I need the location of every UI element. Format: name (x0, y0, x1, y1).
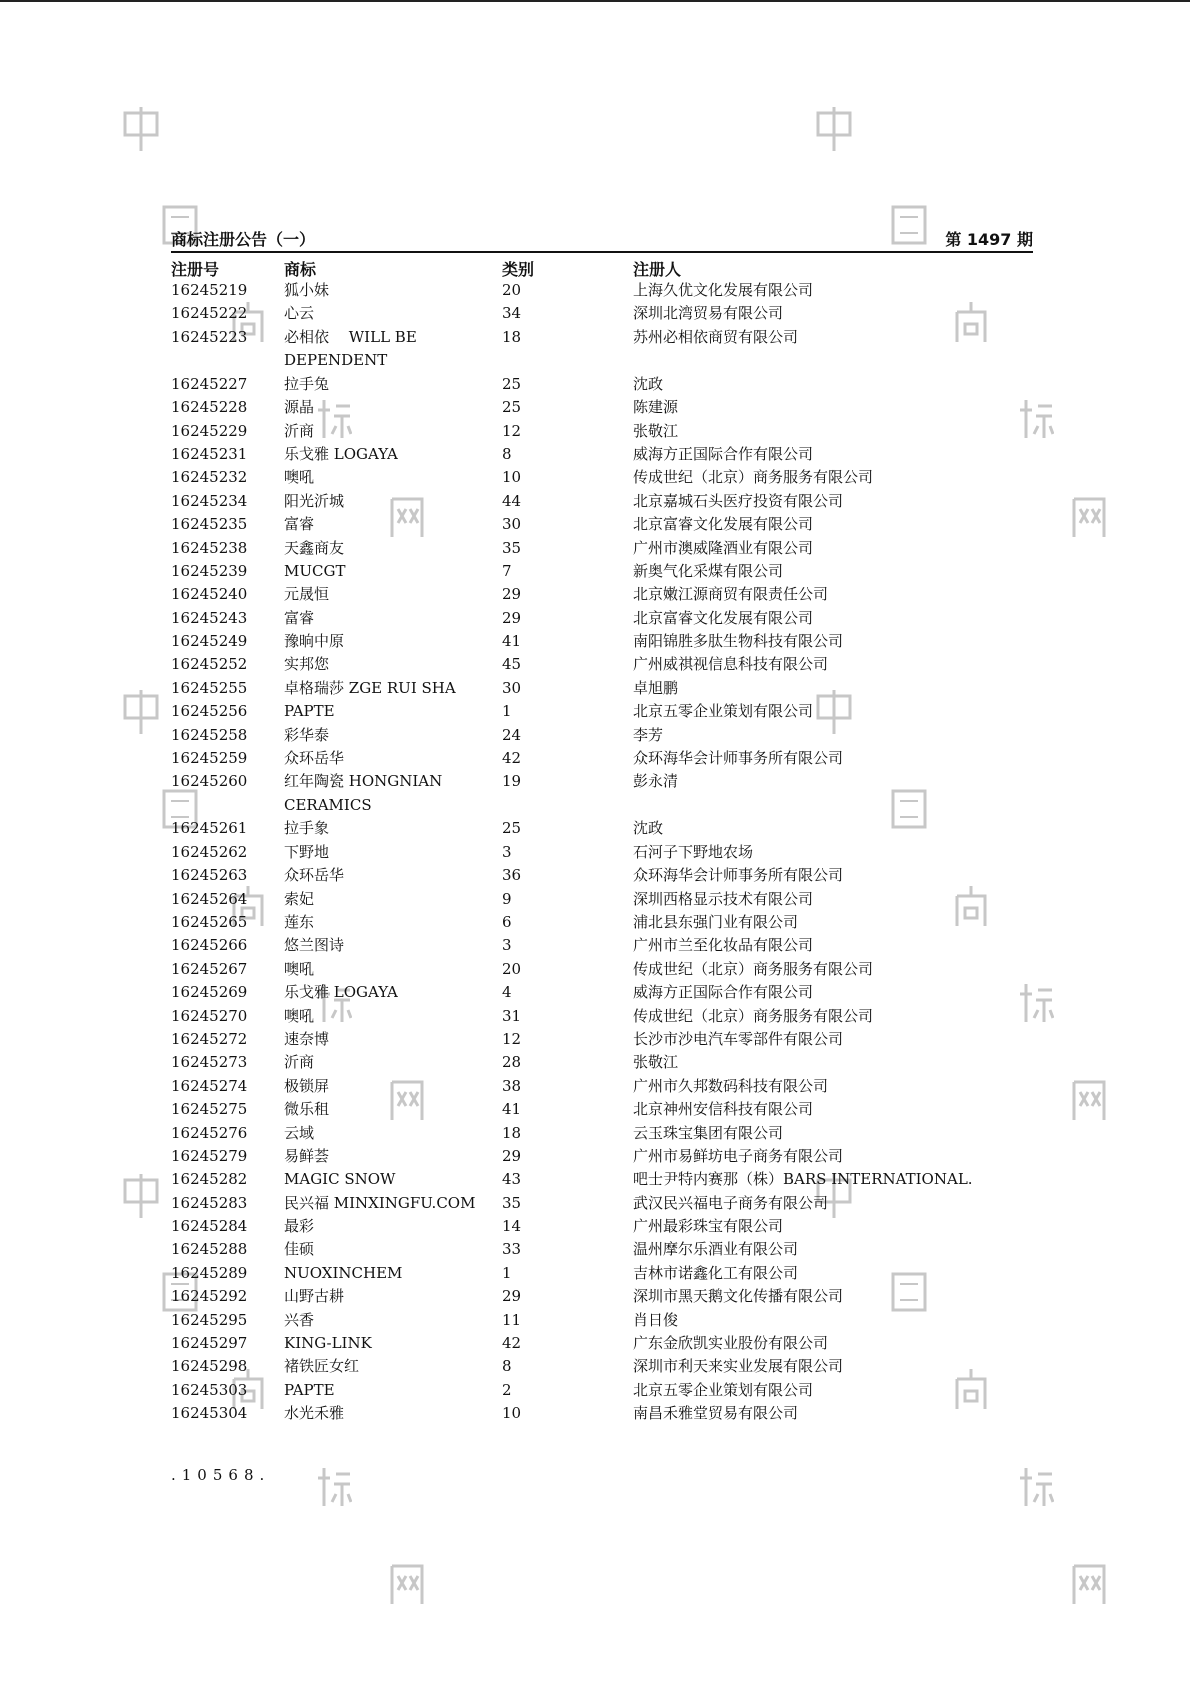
class-cell: 34 (502, 304, 522, 323)
class-cell: 12 (502, 421, 522, 440)
reg-no-cell: 16245219 (171, 281, 248, 299)
mark-cell: 佳硕 (284, 1240, 315, 1259)
class-cell: 42 (502, 1334, 522, 1353)
registrant-cell: 北京富睿文化发展有限公司 (633, 515, 814, 534)
table-row (171, 537, 1033, 560)
mark-cell: 噢吼 (284, 1006, 315, 1025)
registrant-cell: 广州市兰至化妆品有限公司 (633, 936, 814, 955)
registrant-cell: 北京五零企业策划有限公司 (633, 702, 814, 721)
mark-cell: 褚铁匠女红 (284, 1357, 360, 1376)
registrant-cell: 北京嫩江源商贸有限责任公司 (633, 585, 829, 604)
class-cell: 25 (502, 398, 522, 417)
class-cell: 1 (502, 1263, 512, 1282)
table-row (171, 302, 1033, 325)
reg-no-cell: 16245279 (171, 1146, 248, 1165)
mark-cell: 富睿 (284, 515, 315, 534)
reg-no-cell: 16245274 (171, 1076, 248, 1095)
mark-cell: 源晶 (284, 398, 315, 417)
table-row (171, 747, 1033, 770)
reg-no-cell: 16245276 (171, 1123, 248, 1142)
table-row (171, 490, 1033, 513)
class-cell: 18 (502, 327, 522, 346)
class-cell: 7 (502, 561, 512, 580)
registrant-cell: 深圳市利天来实业发展有限公司 (633, 1357, 844, 1376)
class-cell: 25 (502, 374, 522, 393)
table-row (171, 630, 1033, 653)
registrant-cell: 北京五零企业策划有限公司 (633, 1380, 814, 1399)
table-header (171, 257, 1033, 279)
class-cell: 29 (502, 585, 522, 604)
mark-cell: 拉手象 (284, 819, 330, 838)
class-cell: 31 (502, 1006, 522, 1025)
page-header (171, 225, 1033, 253)
class-cell: 18 (502, 1123, 522, 1142)
registrant-cell: 吧士尹特内赛那（株）BARS INTERNATIONAL. (633, 1170, 973, 1189)
registrant-cell: 李芳 (633, 725, 664, 744)
mark-cell: 实邦您 (284, 655, 330, 674)
mark-cell: 众环岳华 (284, 866, 345, 885)
reg-no-cell: 16245283 (171, 1193, 248, 1212)
table-row (171, 864, 1033, 887)
reg-no-cell: 16245292 (171, 1287, 248, 1306)
table-row (171, 958, 1033, 981)
issue-number: 第 1497 期 (945, 230, 1033, 249)
class-cell: 44 (502, 491, 522, 510)
mark-cell: 极锁屏 (284, 1076, 330, 1095)
reg-no-cell: 16245238 (171, 538, 248, 557)
reg-no-cell: 16245272 (171, 1029, 248, 1048)
reg-no-cell: 16245297 (171, 1334, 248, 1353)
mark-cell: 天鑫商友 (284, 538, 345, 557)
table-row (171, 607, 1033, 630)
registrant-cell: 威海方正国际合作有限公司 (633, 983, 814, 1002)
table-row (171, 466, 1033, 489)
mark-cell: 必相依 WILL BE DEPENDENT (284, 327, 417, 370)
reg-no-cell: 16245240 (171, 585, 248, 604)
table-row (171, 677, 1033, 700)
class-cell: 24 (502, 725, 522, 744)
table-row (171, 770, 1033, 817)
class-cell: 28 (502, 1053, 522, 1072)
watermark-zhong-icon (123, 1174, 159, 1218)
mark-cell: PAPTE (284, 1380, 335, 1399)
mark-cell: 民兴福 MINXINGFU.COM (284, 1193, 476, 1212)
class-cell: 30 (502, 678, 522, 697)
registrant-cell: 沈政 (633, 819, 664, 838)
reg-no-cell: 16245258 (171, 725, 248, 744)
registrant-cell: 彭永清 (633, 772, 679, 791)
watermark-zhong-icon (816, 107, 852, 151)
reg-no-cell: 16245222 (171, 304, 248, 323)
reg-no-cell: 16245282 (171, 1170, 248, 1189)
column-header-class: 类别 (502, 260, 535, 279)
watermark-wang-icon (1071, 1562, 1107, 1606)
registrant-cell: 威海方正国际合作有限公司 (633, 444, 814, 463)
class-cell: 3 (502, 842, 512, 861)
registrant-cell: 南阳锦胜多肽生物科技有限公司 (633, 632, 844, 651)
mark-cell: 最彩 (284, 1217, 315, 1236)
class-cell: 41 (502, 1100, 522, 1119)
table-row (171, 1379, 1033, 1402)
mark-cell: 莲东 (284, 912, 315, 931)
table-row (171, 443, 1033, 466)
registrant-cell: 沈政 (633, 374, 664, 393)
reg-no-cell: 16245231 (171, 444, 248, 463)
reg-no-cell: 16245298 (171, 1357, 248, 1376)
mark-cell: 悠兰图诗 (284, 936, 345, 955)
reg-no-cell: 16245223 (171, 327, 248, 346)
mark-cell: 微乐租 (284, 1100, 330, 1119)
reg-no-cell: 16245284 (171, 1217, 248, 1236)
registrant-cell: 张敬江 (633, 421, 679, 440)
reg-no-cell: 16245249 (171, 632, 248, 651)
class-cell: 35 (502, 1193, 522, 1212)
mark-cell: 阳光沂城 (284, 491, 345, 510)
table-row (171, 1309, 1033, 1332)
reg-no-cell: 16245275 (171, 1100, 248, 1119)
table-row (171, 1285, 1033, 1308)
class-cell: 2 (502, 1380, 512, 1399)
watermark-zhong-icon (123, 690, 159, 734)
table-row (171, 653, 1033, 676)
table-row (171, 981, 1033, 1004)
reg-no-cell: 16245288 (171, 1240, 248, 1259)
table-row (171, 1238, 1033, 1261)
registrant-cell: 陈建源 (633, 398, 679, 417)
class-cell: 8 (502, 444, 512, 463)
class-cell: 38 (502, 1076, 522, 1095)
registrant-cell: 广东金欣凯实业股份有限公司 (633, 1334, 829, 1353)
registrant-cell: 广州威祺视信息科技有限公司 (633, 655, 829, 674)
table-row (171, 817, 1033, 840)
table-row (171, 1215, 1033, 1238)
reg-no-cell: 16245235 (171, 515, 248, 534)
mark-cell: 心云 (284, 304, 315, 323)
reg-no-cell: 16245234 (171, 491, 248, 510)
table-row (171, 1005, 1033, 1028)
registrant-cell: 众环海华会计师事务所有限公司 (633, 749, 844, 768)
mark-cell: 拉手兔 (284, 374, 330, 393)
mark-cell: 下野地 (284, 842, 330, 861)
table-row (171, 934, 1033, 957)
mark-cell: NUOXINCHEM (284, 1263, 403, 1282)
watermark-zhong-icon (123, 107, 159, 151)
table-row (171, 1262, 1033, 1285)
mark-cell: 众环岳华 (284, 749, 345, 768)
registrant-cell: 广州最彩珠宝有限公司 (633, 1217, 784, 1236)
mark-cell: MAGIC SNOW (284, 1170, 396, 1189)
registrant-cell: 广州市澳威隆酒业有限公司 (633, 538, 814, 557)
watermark-biao-icon (316, 1464, 352, 1508)
mark-cell: KING-LINK (284, 1334, 372, 1353)
reg-no-cell: 16245229 (171, 421, 248, 440)
registrant-cell: 温州摩尔乐酒业有限公司 (633, 1240, 799, 1259)
page-title: 商标注册公告（一） (171, 230, 316, 249)
registrant-cell: 北京嘉城石头医疗投资有限公司 (633, 491, 844, 510)
registrant-cell: 传成世纪（北京）商务服务有限公司 (633, 468, 874, 487)
table-row (171, 396, 1033, 419)
class-cell: 41 (502, 632, 522, 651)
watermark-biao-icon (1018, 1464, 1054, 1508)
reg-no-cell: 16245243 (171, 608, 248, 627)
table-row (171, 279, 1033, 302)
registrant-cell: 云玉珠宝集团有限公司 (633, 1123, 784, 1142)
table-row (171, 373, 1033, 396)
mark-cell: 沂商 (284, 1053, 315, 1072)
table-row (171, 1402, 1033, 1425)
table-row (171, 1168, 1033, 1191)
registrant-cell: 传成世纪（北京）商务服务有限公司 (633, 1006, 874, 1025)
reg-no-cell: 16245266 (171, 936, 248, 955)
class-cell: 12 (502, 1029, 522, 1048)
class-cell: 14 (502, 1217, 522, 1236)
trademark-table (171, 279, 1033, 1426)
class-cell: 11 (502, 1310, 522, 1329)
table-row (171, 1075, 1033, 1098)
reg-no-cell: 16245263 (171, 866, 248, 885)
registrant-cell: 广州市久邦数码科技有限公司 (633, 1076, 829, 1095)
registrant-cell: 上海久优文化发展有限公司 (633, 281, 814, 299)
watermark-wang-icon (1071, 1078, 1107, 1122)
table-row (171, 724, 1033, 747)
registrant-cell: 北京富睿文化发展有限公司 (633, 608, 814, 627)
mark-cell: 红年陶瓷 HONGNIAN CERAMICS (284, 772, 443, 814)
mark-cell: 噢吼 (284, 468, 315, 487)
mark-cell: 索妃 (284, 889, 315, 908)
mark-cell: 乐戈雅 LOGAYA (284, 444, 398, 463)
registrant-cell: 北京神州安信科技有限公司 (633, 1100, 814, 1119)
class-cell: 30 (502, 515, 522, 534)
reg-no-cell: 16245259 (171, 749, 248, 768)
reg-no-cell: 16245239 (171, 561, 248, 580)
table-row (171, 911, 1033, 934)
class-cell: 25 (502, 819, 522, 838)
reg-no-cell: 16245303 (171, 1380, 248, 1399)
table-row (171, 1098, 1033, 1121)
class-cell: 33 (502, 1240, 522, 1259)
column-header-registrant: 注册人 (633, 260, 682, 279)
reg-no-cell: 16245267 (171, 959, 248, 978)
class-cell: 35 (502, 538, 522, 557)
mark-cell: 元晟恒 (284, 585, 330, 604)
mark-cell: PAPTE (284, 702, 335, 721)
watermark-wang-icon (1071, 495, 1107, 539)
page-number: .10568. (171, 1466, 271, 1484)
class-cell: 10 (502, 1404, 522, 1423)
registrant-cell: 广州市易鲜坊电子商务有限公司 (633, 1146, 844, 1165)
mark-cell: 易鲜荟 (284, 1146, 330, 1165)
reg-no-cell: 16245289 (171, 1263, 248, 1282)
registrant-cell: 传成世纪（北京）商务服务有限公司 (633, 959, 874, 978)
class-cell: 9 (502, 889, 512, 908)
mark-cell: MUCGT (284, 561, 346, 580)
column-header-mark: 商标 (284, 260, 317, 279)
class-cell: 1 (502, 702, 512, 721)
reg-no-cell: 16245304 (171, 1404, 248, 1423)
registrant-cell: 张敬江 (633, 1053, 679, 1072)
reg-no-cell: 16245262 (171, 842, 248, 861)
mark-cell: 乐戈雅 LOGAYA (284, 983, 398, 1002)
class-cell: 4 (502, 983, 512, 1002)
mark-cell: 富睿 (284, 608, 315, 627)
reg-no-cell: 16245252 (171, 655, 248, 674)
registrant-cell: 深圳市黑天鹅文化传播有限公司 (633, 1287, 844, 1306)
mark-cell: 噢吼 (284, 959, 315, 978)
registrant-cell: 浦北县东强门业有限公司 (633, 912, 799, 931)
reg-no-cell: 16245256 (171, 702, 248, 721)
mark-cell: 山野古耕 (284, 1287, 345, 1306)
mark-cell: 兴香 (284, 1310, 315, 1329)
reg-no-cell: 16245255 (171, 678, 248, 697)
mark-cell: 速奈博 (284, 1029, 330, 1048)
registrant-cell: 长沙市沙电汽车零部件有限公司 (633, 1029, 844, 1048)
class-cell: 43 (502, 1170, 522, 1189)
table-row (171, 1192, 1033, 1215)
registrant-cell: 南昌禾雅堂贸易有限公司 (633, 1404, 799, 1423)
registrant-cell: 肖日俊 (633, 1310, 679, 1329)
class-cell: 20 (502, 959, 522, 978)
reg-no-cell: 16245270 (171, 1006, 248, 1025)
registrant-cell: 石河子下野地农场 (633, 842, 754, 861)
mark-cell: 水光禾雅 (284, 1404, 345, 1423)
registrant-cell: 新奥气化采煤有限公司 (633, 561, 784, 580)
mark-cell: 彩华泰 (284, 725, 330, 744)
table-row (171, 1145, 1033, 1168)
registrant-cell: 众环海华会计师事务所有限公司 (633, 866, 844, 885)
table-row (171, 1051, 1033, 1074)
table-row (171, 700, 1033, 723)
reg-no-cell: 16245264 (171, 889, 248, 908)
table-row (171, 841, 1033, 864)
class-cell: 29 (502, 1287, 522, 1306)
class-cell: 45 (502, 655, 522, 674)
class-cell: 29 (502, 608, 522, 627)
reg-no-cell: 16245232 (171, 468, 248, 487)
class-cell: 20 (502, 281, 522, 299)
mark-cell: 豫晌中原 (284, 632, 345, 651)
table-row (171, 560, 1033, 583)
table-row (171, 513, 1033, 536)
mark-cell: 狐小妹 (284, 281, 330, 299)
table-row (171, 1355, 1033, 1378)
registrant-cell: 武汉民兴福电子商务有限公司 (633, 1193, 829, 1212)
class-cell: 3 (502, 936, 512, 955)
table-row (171, 583, 1033, 606)
reg-no-cell: 16245295 (171, 1310, 248, 1329)
registrant-cell: 深圳西格显示技术有限公司 (633, 889, 814, 908)
reg-no-cell: 16245265 (171, 912, 248, 931)
reg-no-cell: 16245261 (171, 819, 248, 838)
class-cell: 6 (502, 912, 512, 931)
watermark-wang-icon (389, 1562, 425, 1606)
table-row (171, 888, 1033, 911)
mark-cell: 卓格瑞莎 ZGE RUI SHA (284, 678, 456, 697)
class-cell: 29 (502, 1146, 522, 1165)
registrant-cell: 卓旭鹏 (633, 678, 679, 697)
reg-no-cell: 16245273 (171, 1053, 248, 1072)
mark-cell: 云域 (284, 1123, 315, 1142)
class-cell: 36 (502, 866, 522, 885)
class-cell: 10 (502, 468, 522, 487)
reg-no-cell: 16245260 (171, 772, 248, 791)
reg-no-cell: 16245228 (171, 398, 248, 417)
class-cell: 19 (502, 772, 522, 791)
registrant-cell: 深圳北湾贸易有限公司 (633, 304, 784, 323)
class-cell: 42 (502, 749, 522, 768)
table-row (171, 1028, 1033, 1051)
registrant-cell: 吉林市诺鑫化工有限公司 (633, 1263, 799, 1282)
reg-no-cell: 16245227 (171, 374, 248, 393)
table-row (171, 1332, 1033, 1355)
reg-no-cell: 16245269 (171, 983, 248, 1002)
top-rule (0, 0, 1190, 2)
registrant-cell: 苏州必相依商贸有限公司 (633, 327, 799, 346)
class-cell: 8 (502, 1357, 512, 1376)
column-header-reg-no: 注册号 (171, 260, 220, 279)
table-row (171, 420, 1033, 443)
mark-cell: 沂商 (284, 421, 315, 440)
table-row (171, 326, 1033, 373)
table-row (171, 1122, 1033, 1145)
